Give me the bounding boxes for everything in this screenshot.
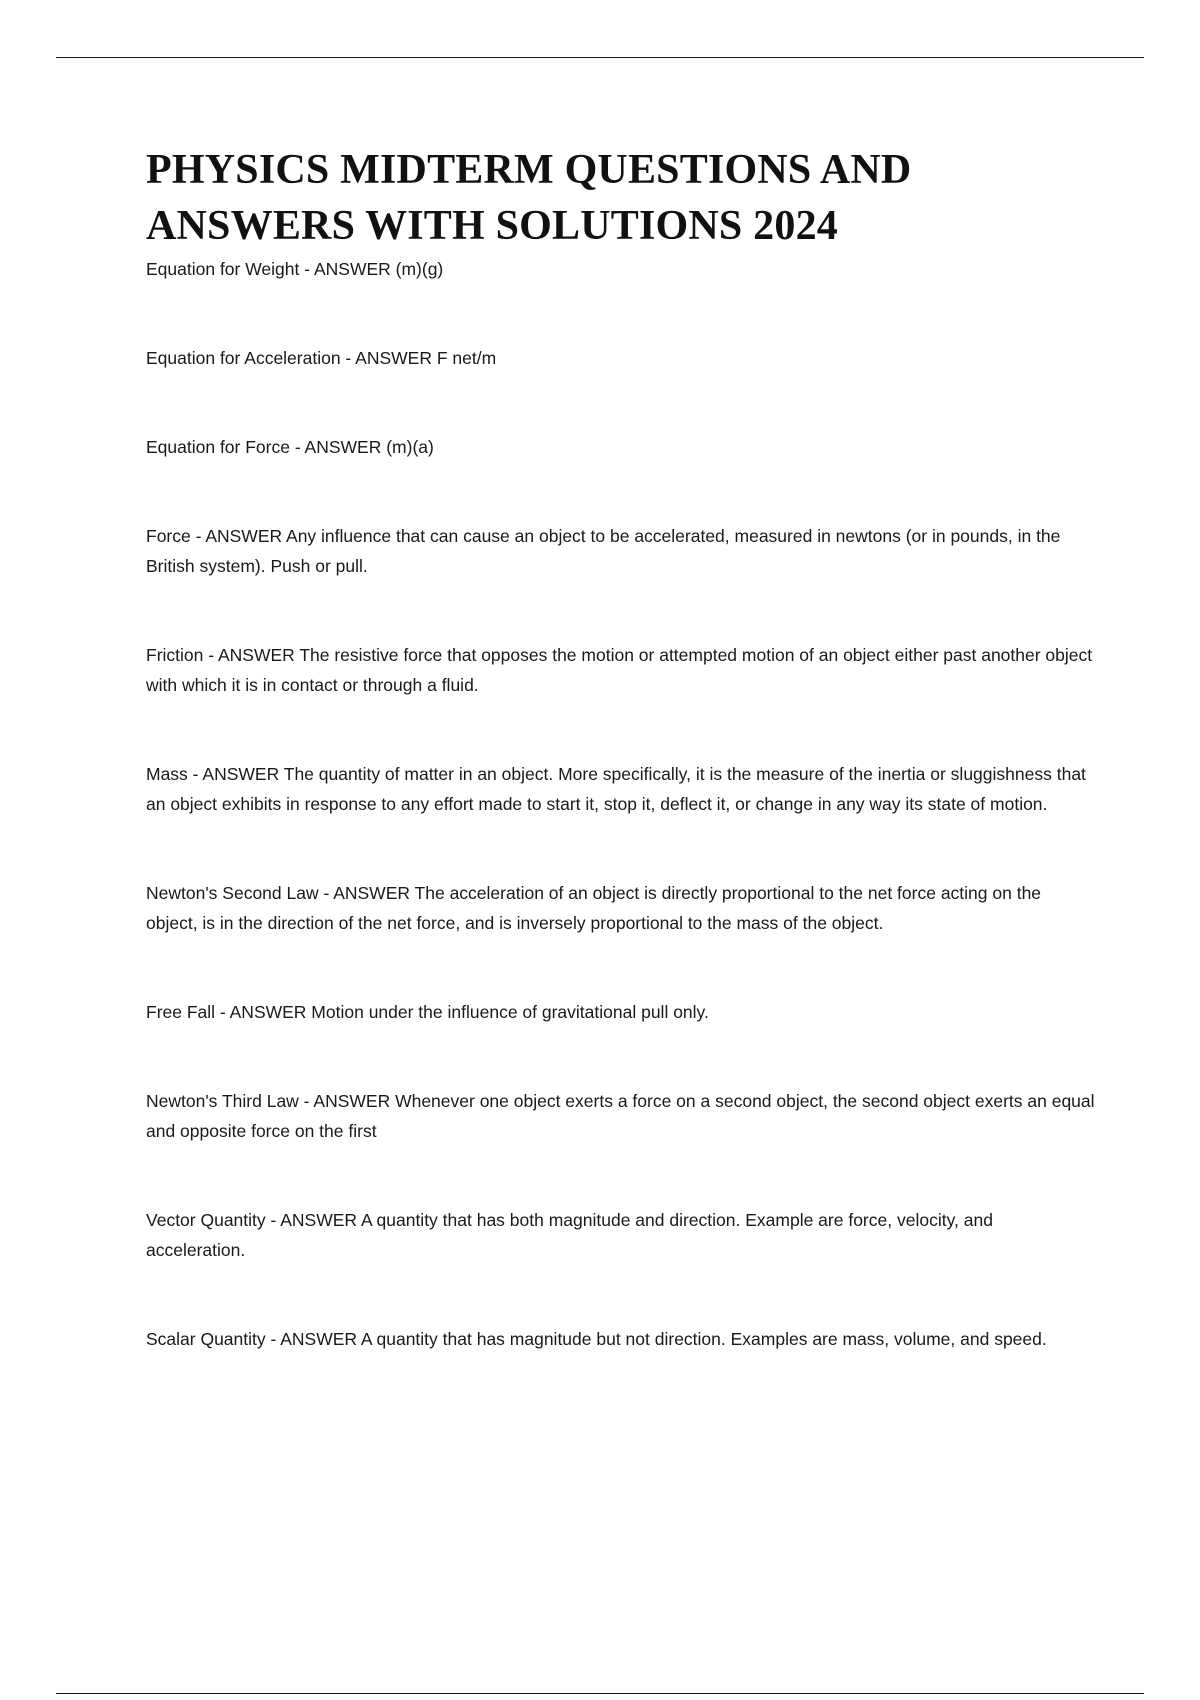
qa-item-vector-quantity: Vector Quantity - ANSWER A quantity that has both magnitude and direction. Example are force, velocity, and acceleration. bbox=[146, 1210, 993, 1260]
qa-item-mass: Mass - ANSWER The quantity of matter in an object. More specifically, it is the measure of the inertia or sluggishness that an object exhibits in response to any effort made to start it, stop it, deflect it, or change in any way its state of motion. bbox=[146, 764, 1086, 814]
top-rule bbox=[56, 57, 1144, 58]
qa-item-force-equation: Equation for Force - ANSWER (m)(a) bbox=[146, 437, 434, 457]
document-content bbox=[146, 142, 1096, 1413]
document-title: PHYSICS MIDTERM QUESTIONS AND ANSWERS WITH SOLUTIONS 2024 bbox=[146, 147, 912, 249]
qa-item-friction: Friction - ANSWER The resistive force that opposes the motion or attempted motion of an object either past another object with which it is in contact or through a fluid. bbox=[146, 645, 1093, 695]
qa-item-acceleration-equation: Equation for Acceleration - ANSWER F net/m bbox=[146, 348, 497, 368]
bottom-rule bbox=[56, 1693, 1144, 1694]
qa-item-scalar-quantity: Scalar Quantity - ANSWER A quantity that has magnitude but not direction. Examples are mass, volume, and speed. bbox=[146, 1329, 1047, 1349]
qa-item-newtons-third-law: Newton's Third Law - ANSWER Whenever one object exerts a force on a second object, the second object exerts an equal and opposite force on the first bbox=[146, 1091, 1095, 1141]
qa-item-force: Force - ANSWER Any influence that can cause an object to be accelerated, measured in newtons (or in pounds, in the British system). Push or pull. bbox=[146, 526, 1061, 576]
qa-list bbox=[146, 254, 1096, 1354]
qa-item-newtons-second-law: Newton's Second Law - ANSWER The acceleration of an object is directly proportional to the net force acting on the object, is in the direction of the net force, and is inversely proportional to the mass of the object. bbox=[146, 883, 1042, 933]
qa-item-weight-equation: Equation for Weight - ANSWER (m)(g) bbox=[146, 259, 444, 279]
qa-item-free-fall: Free Fall - ANSWER Motion under the influence of gravitational pull only. bbox=[146, 1002, 709, 1022]
